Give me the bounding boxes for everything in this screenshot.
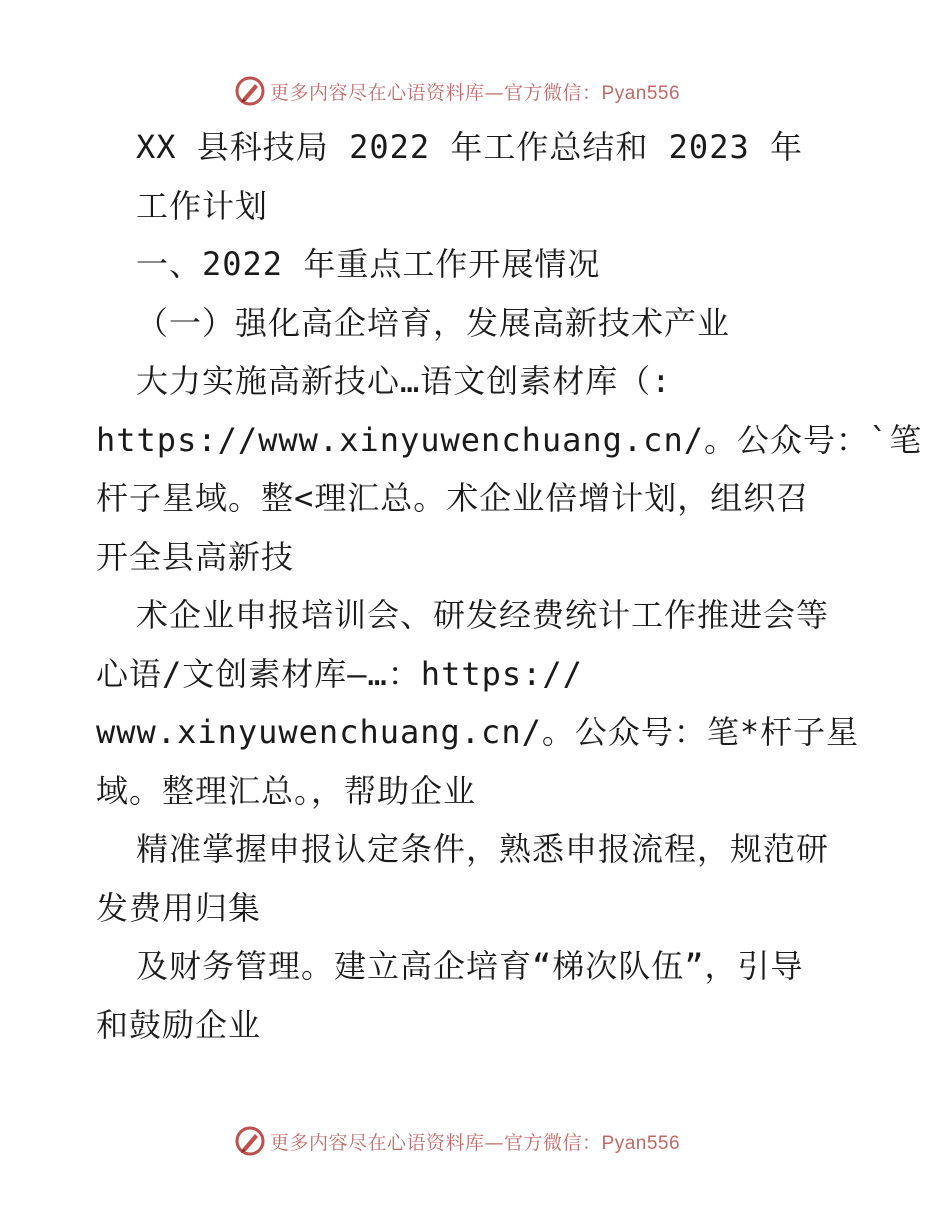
header-watermark [234,74,680,108]
paragraph-line: 开全县高新技 [96,537,295,576]
watermark-wechat-id: Pyan556 [601,82,681,104]
document-title-line-2: 工作计划 [136,186,269,225]
paragraph-line: 发费用归集 [96,888,262,927]
document-body [96,118,923,1054]
paragraph-line: 杆子星域。整<理汇总。术企业倍增计划，组织召 [96,479,810,517]
pen-logo-icon [234,1125,266,1157]
paragraph-line: 术企业申报培训会、研发经费统计工作推进会等 [136,596,830,634]
paragraph-line: 大力实施高新技心…语文创素材库（: [136,362,672,400]
watermark-text: 更多内容尽在心语资料库—官方微信：Pyan556 [270,81,681,104]
subsection-heading: （一）强化高企培育，发展高新技术产业 [136,303,731,342]
watermark-text: 更多内容尽在心语资料库—官方微信：Pyan556 [270,1131,681,1154]
watermark-wechat-id: Pyan556 [601,1132,681,1154]
footer-watermark [234,1124,680,1158]
paragraph-line: 和鼓励企业 [96,1005,262,1044]
paragraph-line: https://www.xinyuwenchuang.cn/。公众号：`笔 [96,420,923,459]
section-heading: 一、2022 年重点工作开展情况 [136,245,601,283]
paragraph-line: 精准掌握申报认定条件，熟悉申报流程，规范研 [136,830,830,868]
paragraph-line: 及财务管理。建立高企培育“梯次队伍”，引导 [136,947,804,985]
document-title-line-1: XX 县科技局 2022 年工作总结和 2023 年 [136,128,803,166]
paragraph-line: 心语/文创素材库—…：https:// [96,654,583,693]
paragraph-line: 域。整理汇总。，帮助企业 [96,771,477,810]
pen-logo-icon [234,75,266,107]
paragraph-line: www.xinyuwenchuang.cn/。公众号：笔*杆子星 [96,713,860,751]
